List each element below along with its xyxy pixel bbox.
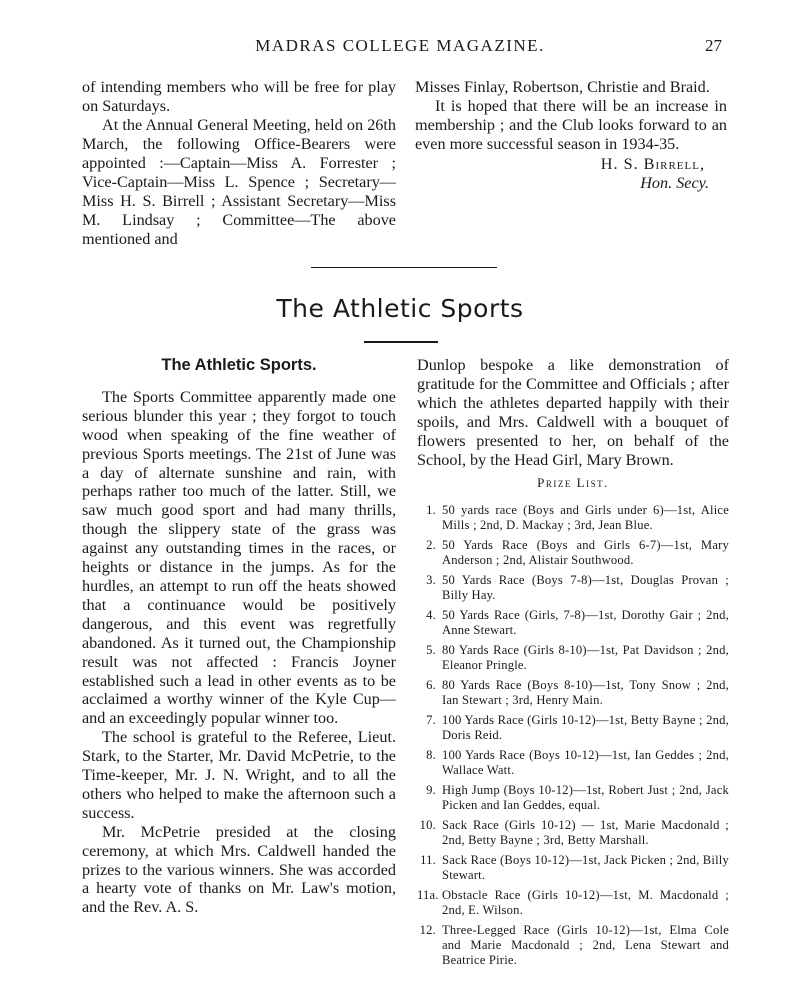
- prize-number: 9.: [426, 783, 436, 798]
- prize-text: High Jump (Boys 10-12)—1st, Robert Just ; 2nd, Jack Picken and Ian Geddes, equal.: [442, 783, 729, 813]
- section-title: The Athletic Sports: [276, 294, 524, 323]
- page-number: 27: [705, 36, 722, 55]
- club-report-left-column: [82, 78, 396, 249]
- prize-text: 80 Yards Race (Girls 8-10)—1st, Pat Davidson ; 2nd, Eleanor Pringle.: [442, 643, 729, 673]
- prize-text: Obstacle Race (Girls 10-12)—1st, M. Macdonald ; 2nd, E. Wilson.: [442, 888, 729, 917]
- title-underline: [364, 341, 438, 343]
- prize-item: [417, 538, 729, 568]
- running-title: MADRAS COLLEGE MAGAZINE.: [255, 36, 545, 55]
- prize-item: [417, 818, 729, 848]
- prize-item: [417, 923, 729, 967]
- prize-text: Sack Race (Girls 10-12) — 1st, Marie Macdonald ; 2nd, Betty Bayne ; 3rd, Betty Marshall.: [442, 818, 729, 847]
- prize-number: 7.: [426, 713, 436, 728]
- article-left-column: [82, 356, 396, 917]
- prize-item: [417, 608, 729, 638]
- club-report-right-column: [415, 78, 727, 193]
- prize-number: 4.: [426, 608, 436, 623]
- signature-title: Hon. Secy.: [640, 174, 709, 192]
- article-heading: The Athletic Sports.: [161, 356, 317, 374]
- club-report-paragraph: It is hoped that there will be an increase in membership ; and the Club looks forward to an even more successful season in 1934-35.: [415, 97, 727, 153]
- prize-item: [417, 678, 729, 708]
- club-report-paragraph: At the Annual General Meeting, held on 26th March, the following Office-Bearers were appointed :—Captain—Miss A. Forrester ; Vice-Captain—Miss L. Spence ; Secretary—Miss H. S. Birrell ; Assistant Secretary—Miss M. Lindsay ; Committee—The above mentioned and: [82, 116, 396, 248]
- prize-text: 100 Yards Race (Girls 10-12)—1st, Betty Bayne ; 2nd, Doris Reid.: [442, 713, 729, 743]
- prize-item: [417, 748, 729, 778]
- prize-item: [417, 853, 729, 883]
- article-paragraph: Mr. McPetrie presided at the closing ceremony, at which Mrs. Caldwell handed the prizes to the various winners. She was accorded a hearty vote of thanks on Mr. Law's motion, and the Rev. A. S.: [82, 822, 396, 917]
- prize-text: 50 Yards Race (Girls, 7-8)—1st, Dorothy Gair ; 2nd, Anne Stewart.: [442, 608, 729, 638]
- prize-text: 50 Yards Race (Boys and Girls 6-7)—1st, Mary Anderson ; 2nd, Alistair Southwood.: [442, 538, 729, 568]
- prize-number: 11.: [420, 853, 436, 868]
- prize-text: Sack Race (Boys 10-12)—1st, Jack Picken ; 2nd, Billy Stewart.: [442, 853, 729, 882]
- prize-item: [417, 713, 729, 743]
- club-report-paragraph: Misses Finlay, Robertson, Christie and Braid.: [415, 78, 710, 96]
- prize-item: [417, 888, 729, 918]
- prize-text: Three-Legged Race (Girls 10-12)—1st, Elma Cole and Marie Macdonald ; 2nd, Lena Stewart and Beatrice Pirie.: [442, 923, 729, 967]
- prize-text: 80 Yards Race (Boys 8-10)—1st, Tony Snow ; 2nd, Ian Stewart ; 3rd, Henry Main.: [442, 678, 729, 708]
- prize-item: [417, 573, 729, 603]
- prize-text: 50 Yards Race (Boys 7-8)—1st, Douglas Provan ; Billy Hay.: [442, 573, 729, 603]
- prize-number: 2.: [426, 538, 436, 553]
- prize-text: 50 yards race (Boys and Girls under 6)—1st, Alice Mills ; 2nd, D. Mackay ; 3rd, Jean Blue.: [442, 503, 729, 533]
- signature-name: H. S. Birrell,: [600, 155, 705, 173]
- prize-text: 100 Yards Race (Boys 10-12)—1st, Ian Geddes ; 2nd, Wallace Watt.: [442, 748, 729, 778]
- prize-list: [417, 503, 729, 967]
- prize-item: [417, 643, 729, 673]
- section-divider: [311, 267, 497, 268]
- article-paragraph: Dunlop bespoke a like demonstration of gratitude for the Committee and Officials ; after which the athletes departed happily with their spoils, and Mrs. Caldwell with a bouquet of flowers presented to her, on behalf of the School, by the Head Girl, Mary Brown.: [417, 356, 729, 469]
- prize-number: 10.: [419, 818, 436, 833]
- prize-item: [417, 783, 729, 813]
- page-header: [0, 36, 800, 60]
- prize-number: 3.: [426, 573, 436, 588]
- prize-item: [417, 503, 729, 533]
- article-paragraph: The Sports Committee apparently made one serious blunder this year ; they forgot to touch wood when speaking of the fine weather of previous Sports meetings. The 21st of June was a day of alternate sunshine and rain, with perhaps rather too much of the latter. Still, we saw much good sport and had many thrills, though the slippery state of the grass was against any outstanding times in the races, or heights or distance in the jumps. As for the hurdles, an attempt to run off the heats showed that a continuance would be positively dangerous, and this event was regretfully abandoned. As it turned out, the Championship result was not affected : Francis Joyner established such a lead in other events as to be acclaimed a worthy winner of the Kyle Cup—and an exceedingly popular winner too.: [82, 387, 396, 728]
- prize-number: 12.: [419, 923, 436, 938]
- prize-number: 6.: [426, 678, 436, 693]
- prize-number: 11a.: [417, 888, 439, 903]
- club-report-paragraph: of intending members who will be free for play on Saturdays.: [82, 78, 396, 115]
- prize-list-heading: Prize List.: [537, 475, 609, 491]
- article-paragraph: The school is grateful to the Referee, Lieut. Stark, to the Starter, Mr. David McPetrie, to the Time-keeper, Mr. J. N. Wright, and to all the others who helped to make the afternoon such a success.: [82, 728, 396, 822]
- prize-number: 5.: [426, 643, 436, 658]
- article-right-column: [417, 356, 729, 973]
- prize-number: 8.: [426, 748, 436, 763]
- prize-number: 1.: [426, 503, 436, 518]
